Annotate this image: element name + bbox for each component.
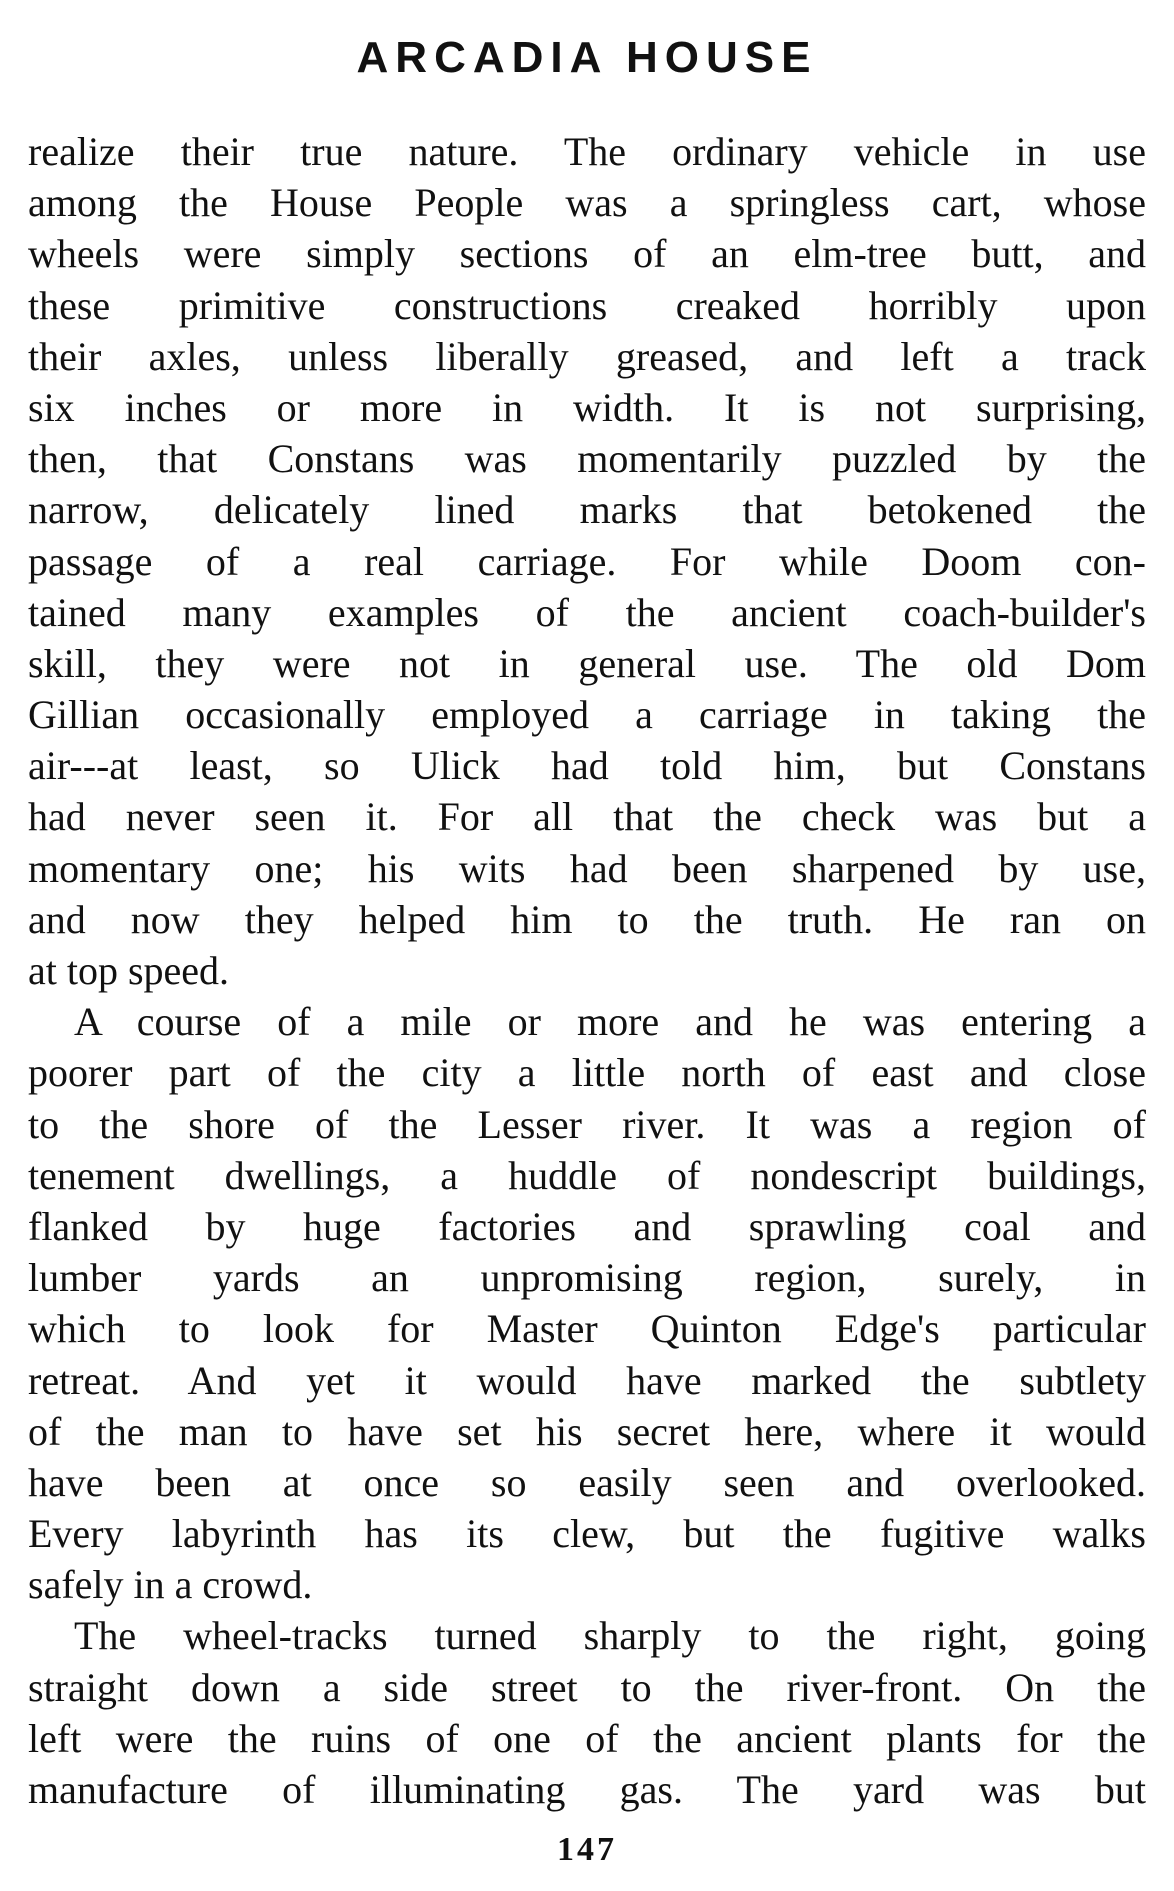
text-line: A course of a mile or more and he was entering a [74,999,1146,1045]
text-line: Every labyrinth has its clew, but the fugitive walks [28,1511,1146,1557]
text-line: these primitive constructions creaked horribly upon [28,282,1146,328]
text-line: momentary one; his wits had been sharpened by use, [28,845,1146,891]
text-line: tenement dwellings, a huddle of nondescript buildings, [28,1152,1146,1198]
paragraph-1 [28,126,1146,996]
text-line: Gillian occasionally employed a carriage in taking the [28,692,1146,738]
text-line: wheels were simply sections of an elm-tree butt, and [28,231,1146,277]
text-line: left were the ruins of one of the ancient plants for the [28,1715,1146,1761]
text-line: narrow, delicately lined marks that betokened the [28,487,1146,533]
text-line: of the man to have set his secret here, where it would [28,1408,1146,1454]
text-line: flanked by huge factories and sprawling coal and [28,1203,1146,1249]
text-line: passage of a real carriage. For while Doom con- [28,538,1146,584]
text-line: to the shore of the Lesser river. It was a region of [28,1101,1146,1147]
text-line: safely in a crowd. [28,1562,313,1608]
text-line: have been at once so easily seen and overlooked. [28,1459,1146,1505]
text-line: had never seen it. For all that the check was but a [28,794,1146,840]
text-line: lumber yards an unpromising region, surely, in [28,1255,1146,1301]
text-line: among the House People was a springless cart, whose [28,180,1146,226]
text-line: manufacture of illuminating gas. The yard was but [28,1767,1146,1812]
paragraph-2 [28,996,1146,1610]
text-line: tained many examples of the ancient coach-builder's [28,589,1146,635]
text-line: six inches or more in width. It is not surprising, [28,384,1146,430]
text-line: straight down a side street to the river-front. On the [28,1664,1146,1710]
text-line: The wheel-tracks turned sharply to the right, going [74,1613,1146,1659]
body-text [28,126,1146,1815]
paragraph-3 [28,1610,1146,1815]
text-line: poorer part of the city a little north of east and close [28,1050,1146,1096]
text-line: realize their true nature. The ordinary vehicle in use [28,129,1146,174]
page-number: 147 [557,1831,617,1868]
text-line: which to look for Master Quinton Edge's particular [28,1306,1146,1352]
text-line: then, that Constans was momentarily puzzled by the [28,436,1146,482]
text-line: skill, they were not in general use. The old Dom [28,640,1146,686]
text-line: air---at least, so Ulick had told him, but Constans [28,743,1146,789]
running-head: ARCADIA HOUSE [356,33,818,82]
text-line: retreat. And yet it would have marked the subtlety [28,1357,1146,1403]
text-line: their axles, unless liberally greased, and left a track [28,333,1146,379]
text-line: at top speed. [28,948,230,993]
text-line: and now they helped him to the truth. He ran on [28,896,1146,942]
